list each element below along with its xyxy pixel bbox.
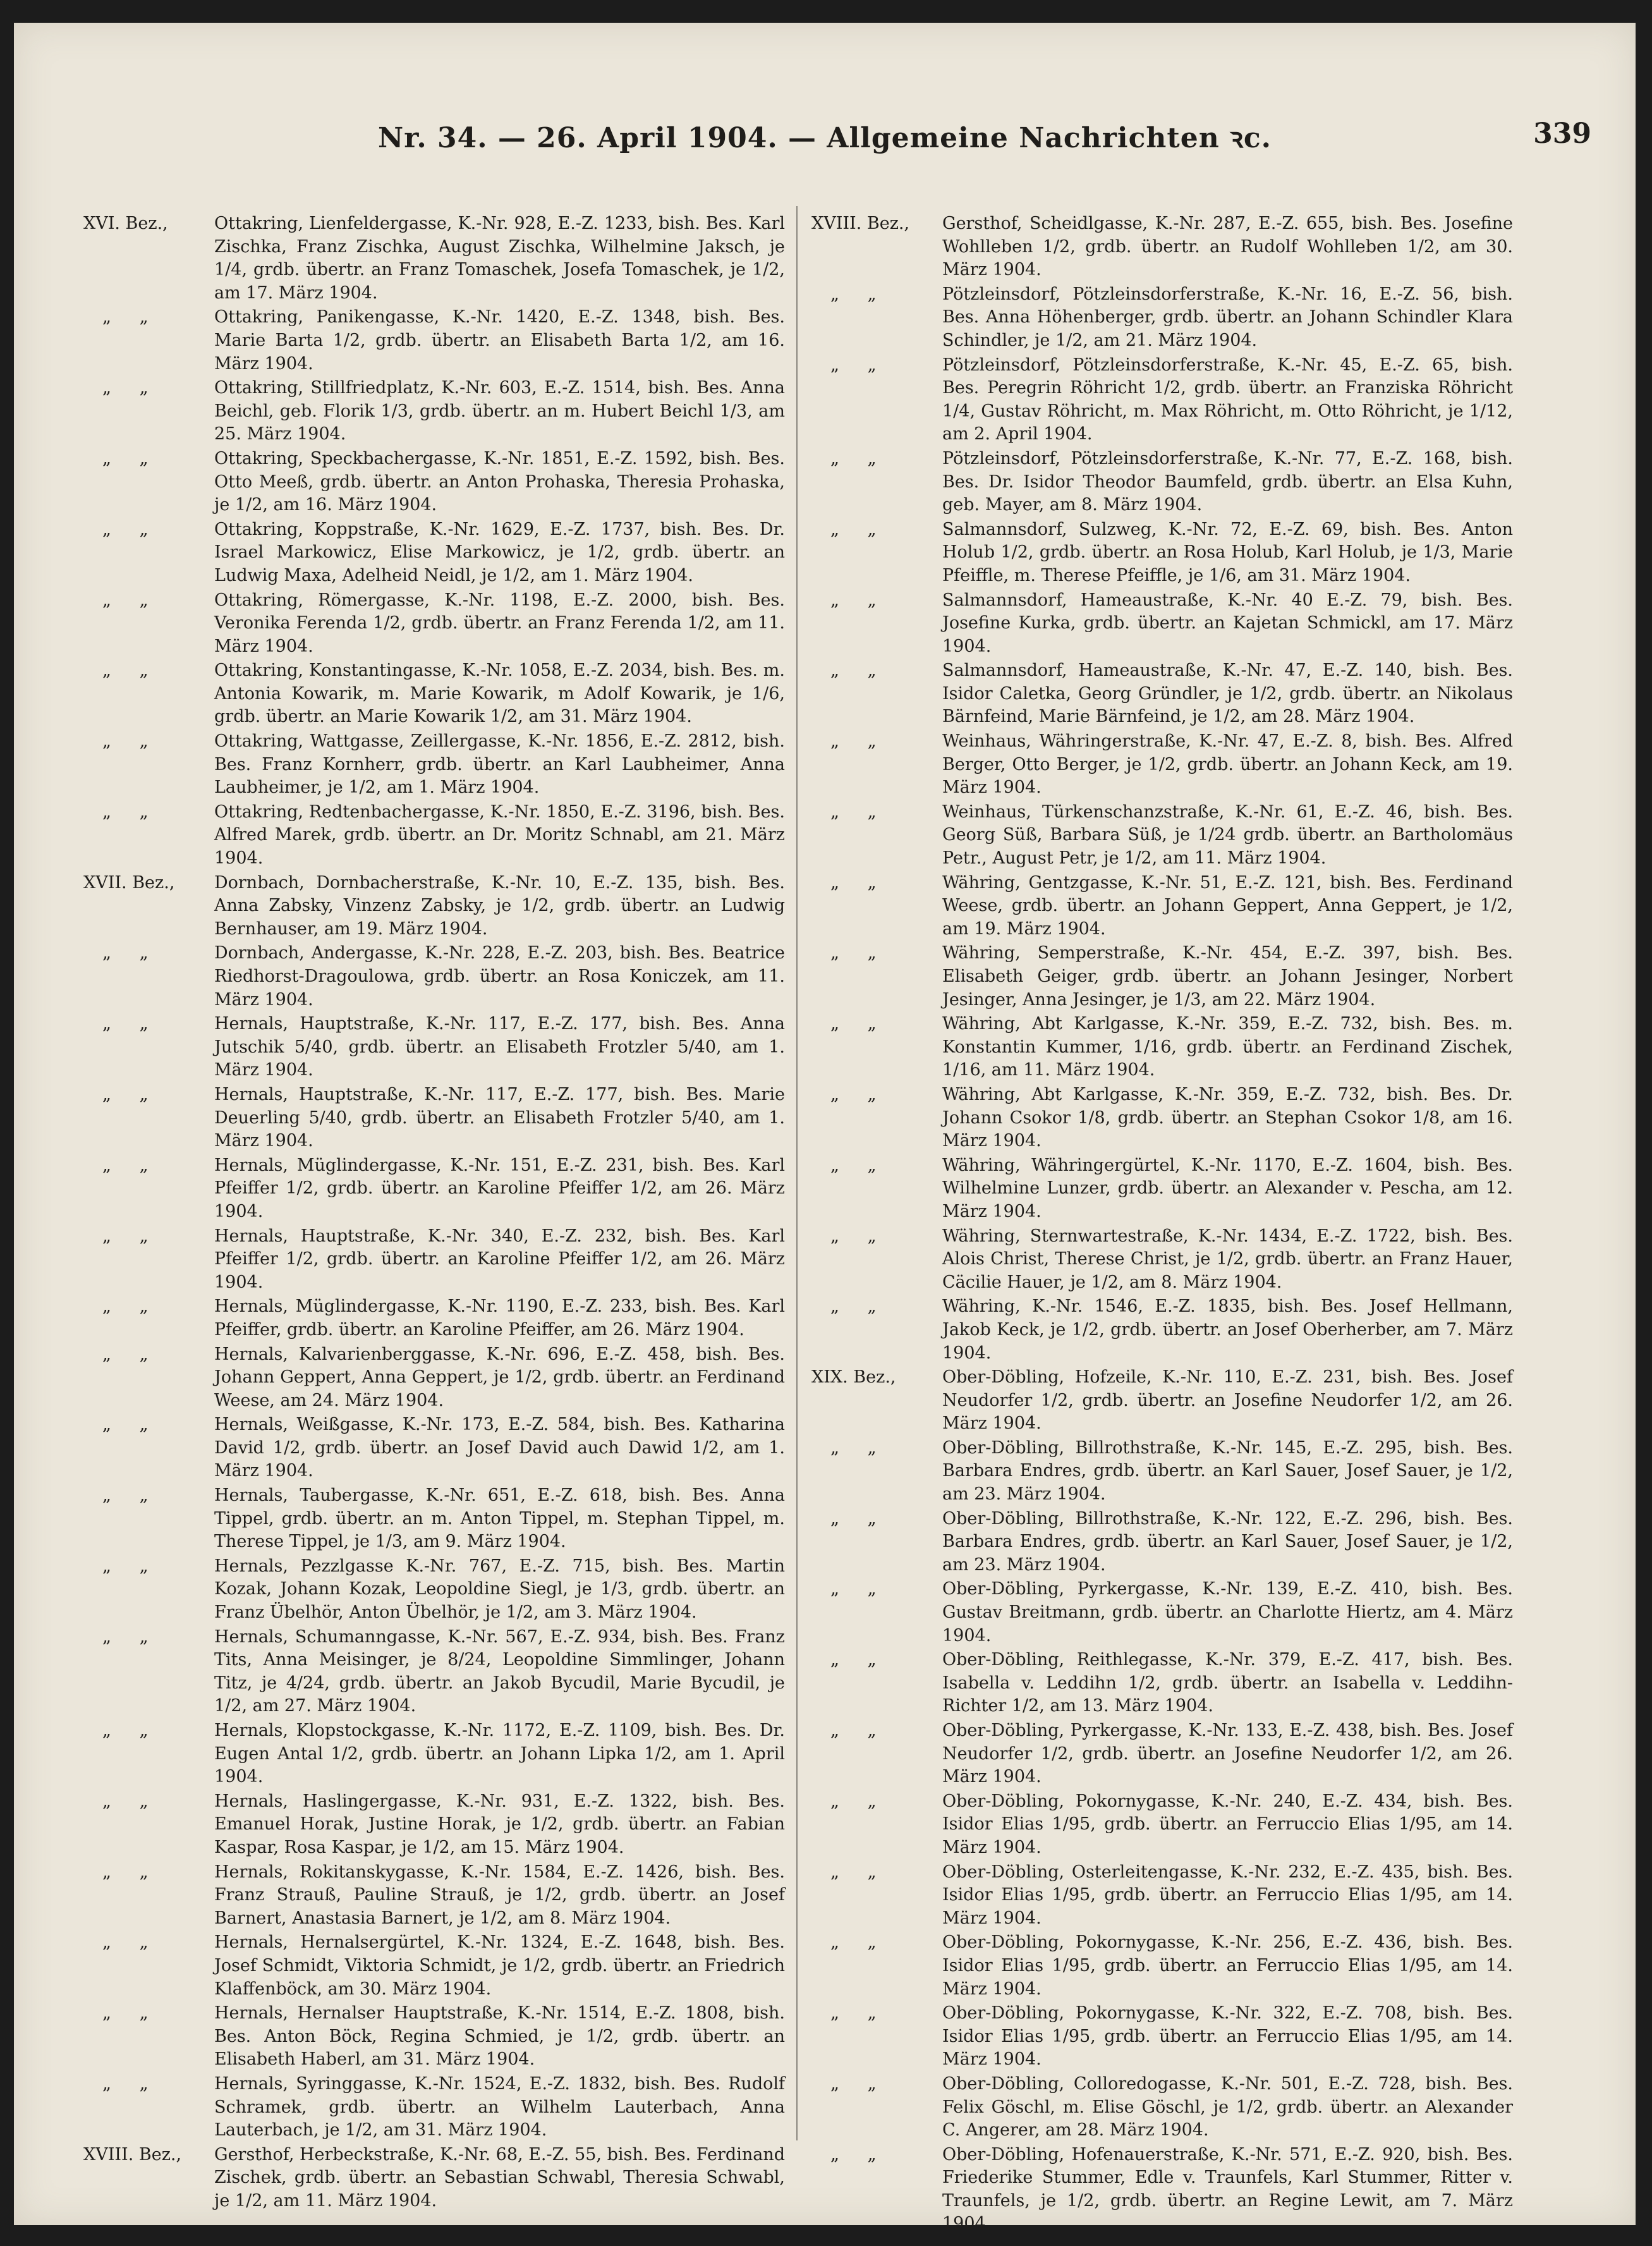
district-label: „ „ (830, 1014, 888, 1034)
newspaper-page (14, 23, 1636, 2234)
district-label: „ „ (830, 1579, 888, 1599)
district-label: XVII. Bez., (83, 872, 175, 893)
district-label: „ „ (830, 731, 888, 752)
register-entry (83, 1225, 785, 1295)
register-entry (811, 1083, 1513, 1153)
district-label: „ „ (830, 1155, 888, 1175)
register-entry (83, 730, 785, 800)
register-entry (811, 659, 1513, 729)
right-column (811, 212, 1513, 2234)
district-label: „ „ (830, 1862, 888, 1882)
register-entry (83, 589, 785, 659)
district-label: „ „ (102, 1721, 160, 1740)
district-label: „ „ (102, 731, 160, 752)
district-label: „ „ (830, 872, 888, 893)
entry-text: Währing, Abt Karlgasse, K.-Nr. 359, E.-Z. 732, bish. Bes. Dr. Johann Csokor 1/8, grdb. übertr. an Stephan Csokor 1/8, am 16. März 1904. (942, 1084, 1513, 1151)
entry-text: Währing, Sternwartestraße, K.-Nr. 1434, E.-Z. 1722, bish. Bes. Alois Christ, Therese Christ, je 1/2, grdb. übertr. an Franz Hauer, Cäcilie Hauer, je 1/2, am 8. März 1904. (942, 1226, 1513, 1292)
register-entry (811, 1154, 1513, 1224)
entry-text: Ober-Döbling, Pokornygasse, K.-Nr. 256, E.-Z. 436, bish. Bes. Isidor Elias 1/95, grdb. übertr. an Ferruccio Elias 1/95, am 14. März 1904. (942, 1932, 1513, 1999)
register-entry (811, 1295, 1513, 1365)
register-entry (83, 306, 785, 375)
register-entry (83, 872, 785, 941)
entry-text: Weinhaus, Währingerstraße, K.-Nr. 47, E.-Z. 8, bish. Bes. Alfred Berger, Otto Berger, je 1/2, grdb. übertr. an Johann Keck, am 19. März 1904. (942, 731, 1513, 798)
district-label: „ „ (102, 1297, 160, 1317)
district-label: „ „ (830, 1932, 888, 1953)
district-label: „ „ (102, 1155, 160, 1175)
district-label: „ „ (102, 1791, 160, 1811)
district-label: „ „ (102, 1014, 160, 1034)
register-entry (811, 1366, 1513, 1436)
register-entry (83, 2002, 785, 2072)
entry-text: Hernals, Hauptstraße, K.-Nr. 340, E.-Z. 232, bish. Bes. Karl Pfeiffer 1/2, grdb. übertr. an Karoline Pfeiffer 1/2, am 26. März 1904. (214, 1226, 785, 1292)
entry-text: Hernals, Syringgasse, K.-Nr. 1524, E.-Z. 1832, bish. Bes. Rudolf Schramek, grdb. übertr. an Wilhelm Lauterbach, Anna Lauterbach, je 1/2, am 31. März 1904. (214, 2073, 785, 2140)
register-entry (83, 1719, 785, 1789)
entry-text: Weinhaus, Türkenschanzstraße, K.-Nr. 61, E.-Z. 46, bish. Bes. Georg Süß, Barbara Süß, je 1/24 grdb. übertr. an Bartholomäus Petr., August Petr, je 1/2, am 11. März 1904. (942, 802, 1513, 869)
entry-text: Gersthof, Scheidlgasse, K.-Nr. 287, E.-Z. 655, bish. Bes. Josefine Wohlleben 1/2, grdb. übertr. an Rudolf Wohlleben 1/2, am 30. März 1904. (942, 214, 1513, 280)
district-label: XIX. Bez., (811, 1367, 896, 1388)
district-label: „ „ (830, 943, 888, 963)
entry-text: Hernals, Klopstockgasse, K.-Nr. 1172, E.-Z. 1109, bish. Bes. Dr. Eugen Antal 1/2, grdb. übertr. an Johann Lipka 1/2, am 1. April 1904. (214, 1721, 785, 1787)
register-entry (83, 1013, 785, 1082)
entry-text: Ottakring, Römergasse, K.-Nr. 1198, E.-Z. 2000, bish. Bes. Veronika Ferenda 1/2, grdb. übertr. an Franz Ferenda 1/2, am 11. März 1904. (214, 590, 785, 656)
register-entry (811, 1931, 1513, 2001)
district-label: „ „ (830, 1650, 888, 1670)
entry-text: Hernals, Hernalser Hauptstraße, K.-Nr. 1514, E.-Z. 1808, bish. Bes. Anton Böck, Regina Schmied, je 1/2, grdb. übertr. an Elisabeth Haberl, am 31. März 1904. (214, 2003, 785, 2070)
register-entry (83, 1555, 785, 1625)
entry-text: Hernals, Hauptstraße, K.-Nr. 117, E.-Z. 177, bish. Bes. Anna Jutschik 5/40, grdb. übertr. an Elisabeth Frotzler 5/40, am 1. März 1904. (214, 1014, 785, 1080)
district-label: XVIII. Bez., (83, 2144, 182, 2164)
register-entry (811, 1508, 1513, 1577)
district-label: „ „ (102, 2073, 160, 2094)
register-entry (811, 354, 1513, 446)
entry-text: Währing, Währingergürtel, K.-Nr. 1170, E.-Z. 1604, bish. Bes. Wilhelmine Lunzer, grdb. übertr. an Alexander v. Pescha, am 12. März 1904. (942, 1155, 1513, 1221)
district-label: „ „ (830, 1508, 888, 1529)
entry-text: Dornbach, Andergasse, K.-Nr. 228, E.-Z. 203, bish. Bes. Beatrice Riedhorst-Dragoulowa, grdb. übertr. an Rosa Koniczek, am 11. März 1904. (214, 943, 785, 1010)
register-entry (83, 1931, 785, 2001)
entry-text: Hernals, Taubergasse, K.-Nr. 651, E.-Z. 618, bish. Bes. Anna Tippel, grdb. übertr. an m. Anton Tippel, m. Stephan Tippel, m. Therese Tippel, je 1/3, am 9. März 1904. (214, 1486, 785, 1552)
register-entry (83, 1343, 785, 1413)
district-label: „ „ (830, 2144, 888, 2164)
entry-text: Hernals, Pezzlgasse K.-Nr. 767, E.-Z. 715, bish. Bes. Martin Kozak, Johann Kozak, Leopoldine Siegl, je 1/3, grdb. übertr. an Franz Übelhör, Anton Übelhör, je 1/2, am 3. März 1904. (214, 1556, 785, 1623)
register-entry (811, 1861, 1513, 1931)
district-label: XVI. Bez., (83, 214, 168, 233)
register-entry (811, 1013, 1513, 1082)
district-label: „ „ (830, 2003, 888, 2023)
entry-text: Ottakring, Konstantingasse, K.-Nr. 1058, E.-Z. 2034, bish. Bes. m. Antonia Kowarik, m. Marie Kowarik, m Adolf Kowarik, je 1/6, grdb. übertr. an Marie Kowarik 1/2, am 31. März 1904. (214, 661, 785, 727)
district-label: „ „ (102, 1556, 160, 1576)
district-label: „ „ (102, 448, 160, 468)
register-entry (811, 2002, 1513, 2072)
register-entry (83, 1626, 785, 1718)
district-label: „ „ (102, 802, 160, 822)
entry-text: Währing, Abt Karlgasse, K.-Nr. 359, E.-Z. 732, bish. Bes. m. Konstantin Kummer, 1/16, grdb. übertr. an Ferdinand Zischek, 1/16, am 11. März 1904. (942, 1014, 1513, 1080)
left-column (83, 212, 785, 2211)
entry-text: Pötzleinsdorf, Pötzleinsdorferstraße, K.-Nr. 77, E.-Z. 168, bish. Bes. Dr. Isidor Theodor Baumfeld, grdb. übertr. an Elsa Kuhn, geb. Mayer, am 8. März 1904. (942, 448, 1513, 515)
district-label: „ „ (102, 307, 160, 327)
register-entry (811, 872, 1513, 941)
register-entry (83, 1790, 785, 1860)
register-entry (83, 659, 785, 729)
district-label: „ „ (830, 1437, 888, 1458)
entry-text: Ober-Döbling, Hofenauerstraße, K.-Nr. 571, E.-Z. 920, bish. Bes. Friederike Stummer, Edle v. Traunfels, Karl Stummer, Ritter v. Traunfels, je 1/2, grdb. übertr. an Regine Lewit, am 7. März 1904. (942, 2144, 1513, 2234)
register-entry (83, 942, 785, 1011)
entry-text: Währing, K.-Nr. 1546, E.-Z. 1835, bish. Bes. Josef Hellmann, Jakob Keck, je 1/2, grdb. übertr. an Josef Oberherber, am 7. März 1904. (942, 1297, 1513, 1363)
district-label: „ „ (830, 590, 888, 610)
register-entry (83, 1861, 785, 1931)
register-entry (83, 212, 785, 305)
entry-text: Ottakring, Koppstraße, K.-Nr. 1629, E.-Z. 1737, bish. Bes. Dr. Israel Markowicz, Elise Markowicz, je 1/2, grdb. übertr. an Ludwig Maxa, Adelheid Neidl, je 1/2, am 1. März 1904. (214, 519, 785, 585)
district-label: „ „ (102, 590, 160, 610)
entry-text: Hernals, Hauptstraße, K.-Nr. 117, E.-Z. 177, bish. Bes. Marie Deuerling 5/40, grdb. übertr. an Elisabeth Frotzler 5/40, am 1. März 1904. (214, 1084, 785, 1151)
district-label: „ „ (830, 802, 888, 822)
entry-text: Ottakring, Lienfeldergasse, K.-Nr. 928, E.-Z. 1233, bish. Bes. Karl Zischka, Franz Zischka, August Zischka, Wilhelmine Jaksch, je 1/4, grdb. übertr. an Franz Tomaschek, Josefa Tomaschek, je 1/2, am 17. März 1904. (214, 214, 785, 303)
entry-text: Hernals, Hernalsergürtel, K.-Nr. 1324, E.-Z. 1648, bish. Bes. Josef Schmidt, Viktoria Schmidt, je 1/2, grdb. übertr. an Friedrich Klaffenböck, am 30. März 1904. (214, 1932, 785, 1999)
entry-text: Salmannsdorf, Hameaustraße, K.-Nr. 47, E.-Z. 140, bish. Bes. Isidor Caletka, Georg Gründler, je 1/2, grdb. übertr. an Nikolaus Bärnfeind, Marie Bärnfeind, je 1/2, am 28. März 1904. (942, 661, 1513, 727)
register-entry (811, 448, 1513, 517)
register-entry (83, 1413, 785, 1483)
entry-text: Ober-Döbling, Billrothstraße, K.-Nr. 145, E.-Z. 295, bish. Bes. Barbara Endres, grdb. übertr. an Karl Sauer, Josef Sauer, je 1/2, am 23. März 1904. (942, 1437, 1513, 1504)
entry-text: Ober-Döbling, Pokornygasse, K.-Nr. 240, E.-Z. 434, bish. Bes. Isidor Elias 1/95, grdb. übertr. an Ferruccio Elias 1/95, am 14. März 1904. (942, 1791, 1513, 1857)
entry-text: Hernals, Müglindergasse, K.-Nr. 151, E.-Z. 231, bish. Bes. Karl Pfeiffer 1/2, grdb. übertr. an Karoline Pfeiffer 1/2, am 26. März 1904. (214, 1155, 785, 1221)
district-label: „ „ (102, 943, 160, 963)
column-divider (796, 206, 798, 2140)
district-label: „ „ (102, 1627, 160, 1647)
register-entry (811, 1790, 1513, 1860)
district-label: „ „ (102, 2003, 160, 2023)
entry-text: Ober-Döbling, Pokornygasse, K.-Nr. 322, E.-Z. 708, bish. Bes. Isidor Elias 1/95, grdb. übertr. an Ferruccio Elias 1/95, am 14. März 1904. (942, 2003, 1513, 2070)
district-label: „ „ (830, 519, 888, 539)
district-label: „ „ (102, 1344, 160, 1364)
district-label: „ „ (830, 661, 888, 681)
entry-text: Hernals, Weißgasse, K.-Nr. 173, E.-Z. 584, bish. Bes. Katharina David 1/2, grdb. übertr. an Josef David auch Dawid 1/2, am 1. März 1904. (214, 1415, 785, 1481)
district-label: „ „ (830, 1721, 888, 1740)
entry-text: Ober-Döbling, Hofzeile, K.-Nr. 110, E.-Z. 231, bish. Bes. Josef Neudorfer 1/2, grdb. übertr. an Josefine Neudorfer 1/2, am 26. März 1904. (942, 1367, 1513, 1434)
entry-text: Pötzleinsdorf, Pötzleinsdorferstraße, K.-Nr. 16, E.-Z. 56, bish. Bes. Anna Höhenberger, grdb. übertr. an Johann Schindler Klara Schindler, je 1/2, am 21. März 1904. (942, 284, 1513, 350)
entry-text: Pötzleinsdorf, Pötzleinsdorferstraße, K.-Nr. 45, E.-Z. 65, bish. Bes. Peregrin Röhricht 1/2, grdb. übertr. an Franziska Röhricht 1/4, Gustav Röhricht, m. Max Röhricht, m. Otto Röhricht, je 1/12, am 2. April 1904. (942, 355, 1513, 444)
entry-text: Ober-Döbling, Pyrkergasse, K.-Nr. 139, E.-Z. 410, bish. Bes. Gustav Breitmann, grdb. übertr. an Charlotte Hiertz, am 4. März 1904. (942, 1579, 1513, 1645)
register-entry (83, 2073, 785, 2142)
register-entry (83, 448, 785, 517)
register-entry (811, 212, 1513, 282)
entry-text: Ottakring, Panikengasse, K.-Nr. 1420, E.-Z. 1348, bish. Bes. Marie Barta 1/2, grdb. übertr. an Elisabeth Barta 1/2, am 16. März 1904. (214, 307, 785, 374)
register-entry (83, 518, 785, 588)
page-number: 339 (1533, 118, 1591, 150)
district-label: „ „ (830, 1084, 888, 1104)
district-label: „ „ (102, 378, 160, 398)
district-label: „ „ (102, 519, 160, 539)
register-entry (811, 283, 1513, 353)
register-entry (811, 730, 1513, 800)
entry-text: Ottakring, Stillfriedplatz, K.-Nr. 603, E.-Z. 1514, bish. Bes. Anna Beichl, geb. Florik 1/3, grdb. übertr. an m. Hubert Beichl 1/3, am 25. März 1904. (214, 378, 785, 444)
entry-text: Hernals, Müglindergasse, K.-Nr. 1190, E.-Z. 233, bish. Bes. Karl Pfeiffer, grdb. übertr. an Karoline Pfeiffer, am 26. März 1904. (214, 1297, 785, 1340)
district-label: XVIII. Bez., (811, 214, 910, 233)
running-title: Nr. 34. — 26. April 1904. — Allgemeine Nachrichten ꝛc. (378, 122, 1272, 154)
page-header (14, 118, 1636, 174)
register-entry (811, 1578, 1513, 1647)
register-entry (811, 1437, 1513, 1506)
entry-text: Hernals, Haslingergasse, K.-Nr. 931, E.-Z. 1322, bish. Bes. Emanuel Horak, Justine Horak, je 1/2, grdb. übertr. an Fabian Kaspar, Rosa Kaspar, je 1/2, am 15. März 1904. (214, 1791, 785, 1857)
register-entry (83, 377, 785, 446)
entry-text: Ottakring, Wattgasse, Zeillergasse, K.-Nr. 1856, E.-Z. 2812, bish. Bes. Franz Kornherr, grdb. übertr. an Karl Laubheimer, Anna Laubheimer, je 1/2, am 1. März 1904. (214, 731, 785, 798)
district-label: „ „ (830, 2073, 888, 2094)
district-label: „ „ (102, 1415, 160, 1435)
entry-text: Ober-Döbling, Billrothstraße, K.-Nr. 122, E.-Z. 296, bish. Bes. Barbara Endres, grdb. übertr. an Karl Sauer, Josef Sauer, je 1/2, am 23. März 1904. (942, 1508, 1513, 1575)
register-entry (83, 1083, 785, 1153)
register-entry (811, 942, 1513, 1011)
entry-text: Ober-Döbling, Colloredogasse, K.-Nr. 501, E.-Z. 728, bish. Bes. Felix Göschl, m. Elise Göschl, je 1/2, grdb. übertr. an Alexander C. Angerer, am 28. März 1904. (942, 2073, 1513, 2140)
entry-text: Ottakring, Speckbachergasse, K.-Nr. 1851, E.-Z. 1592, bish. Bes. Otto Meeß, grdb. übertr. an Anton Prohaska, Theresia Prohaska, je 1/2, am 16. März 1904. (214, 448, 785, 515)
district-label: „ „ (830, 1791, 888, 1811)
register-entry (811, 518, 1513, 588)
register-entry (83, 1295, 785, 1341)
register-entry (83, 2144, 785, 2213)
entry-text: Währing, Gentzgasse, K.-Nr. 51, E.-Z. 121, bish. Bes. Ferdinand Weese, grdb. übertr. an Johann Geppert, Anna Geppert, je 1/2, am 19. März 1904. (942, 872, 1513, 939)
register-entry (811, 1649, 1513, 1718)
register-entry (83, 1154, 785, 1224)
entry-text: Dornbach, Dornbacherstraße, K.-Nr. 10, E.-Z. 135, bish. Bes. Anna Zabsky, Vinzenz Zabsky, je 1/2, grdb. übertr. an Ludwig Bernhauser, am 19. März 1904. (214, 872, 785, 939)
district-label: „ „ (102, 1932, 160, 1953)
entry-text: Ober-Döbling, Pyrkergasse, K.-Nr. 133, E.-Z. 438, bish. Bes. Josef Neudorfer 1/2, grdb. übertr. an Josefine Neudorfer 1/2, am 26. März 1904. (942, 1721, 1513, 1787)
district-label: „ „ (102, 1862, 160, 1882)
register-entry (811, 1225, 1513, 1295)
entry-text: Salmannsdorf, Sulzweg, K.-Nr. 72, E.-Z. 69, bish. Bes. Anton Holub 1/2, grdb. übertr. an Rosa Holub, Karl Holub, je 1/3, Marie Pfeiffle, m. Therese Pfeiffle, je 1/6, am 31. März 1904. (942, 519, 1513, 585)
entry-text: Währing, Semperstraße, K.-Nr. 454, E.-Z. 397, bish. Bes. Elisabeth Geiger, grdb. übertr. an Johann Jesinger, Norbert Jesinger, Anna Jesinger, je 1/3, am 22. März 1904. (942, 943, 1513, 1010)
district-label: „ „ (102, 661, 160, 681)
entry-text: Hernals, Rokitanskygasse, K.-Nr. 1584, E.-Z. 1426, bish. Bes. Franz Strauß, Pauline Strauß, je 1/2, grdb. übertr. an Josef Barnert, Anastasia Barnert, je 1/2, am 8. März 1904. (214, 1862, 785, 1928)
district-label: „ „ (830, 355, 888, 375)
district-label: „ „ (102, 1084, 160, 1104)
register-entry (811, 589, 1513, 659)
entry-text: Hernals, Schumanngasse, K.-Nr. 567, E.-Z. 934, bish. Bes. Franz Tits, Anna Meisinger, je 8/24, Leopoldine Simmlinger, Johann Titz, je 4/24, grdb. übertr. an Jakob Bycudil, Marie Bycudil, je 1/2, am 27. März 1904. (214, 1627, 785, 1716)
register-entry (811, 2073, 1513, 2142)
district-label: „ „ (830, 1226, 888, 1246)
entry-text: Ober-Döbling, Reithlegasse, K.-Nr. 379, E.-Z. 417, bish. Bes. Isabella v. Leddihn 1/2, grdb. übertr. an Isabella v. Leddihn-Richter 1/2, am 13. März 1904. (942, 1650, 1513, 1716)
register-entry (83, 1484, 785, 1554)
register-entry (83, 801, 785, 870)
entry-text: Gersthof, Herbeckstraße, K.-Nr. 68, E.-Z. 55, bish. Bes. Ferdinand Zischek, grdb. übertr. an Sebastian Schwabl, Theresia Schwabl, je 1/2, am 11. März 1904. (214, 2144, 785, 2211)
district-label: „ „ (102, 1226, 160, 1246)
district-label: „ „ (830, 1297, 888, 1317)
register-entry (811, 1719, 1513, 1789)
entry-text: Ottakring, Redtenbachergasse, K.-Nr. 1850, E.-Z. 3196, bish. Bes. Alfred Marek, grdb. übertr. an Dr. Moritz Schnabl, am 21. März 1904. (214, 802, 785, 869)
register-entry (811, 2144, 1513, 2236)
entry-text: Ober-Döbling, Osterleitengasse, K.-Nr. 232, E.-Z. 435, bish. Bes. Isidor Elias 1/95, grdb. übertr. an Ferruccio Elias 1/95, am 14. März 1904. (942, 1862, 1513, 1928)
entry-text: Salmannsdorf, Hameaustraße, K.-Nr. 40 E.-Z. 79, bish. Bes. Josefine Kurka, grdb. übertr. an Kajetan Schmickl, am 17. März 1904. (942, 590, 1513, 656)
register-entry (811, 801, 1513, 870)
entry-text: Hernals, Kalvarienberggasse, K.-Nr. 696, E.-Z. 458, bish. Bes. Johann Geppert, Anna Geppert, je 1/2, grdb. übertr. an Ferdinand Weese, am 24. März 1904. (214, 1344, 785, 1410)
district-label: „ „ (102, 1486, 160, 1506)
district-label: „ „ (830, 448, 888, 468)
district-label: „ „ (830, 284, 888, 304)
